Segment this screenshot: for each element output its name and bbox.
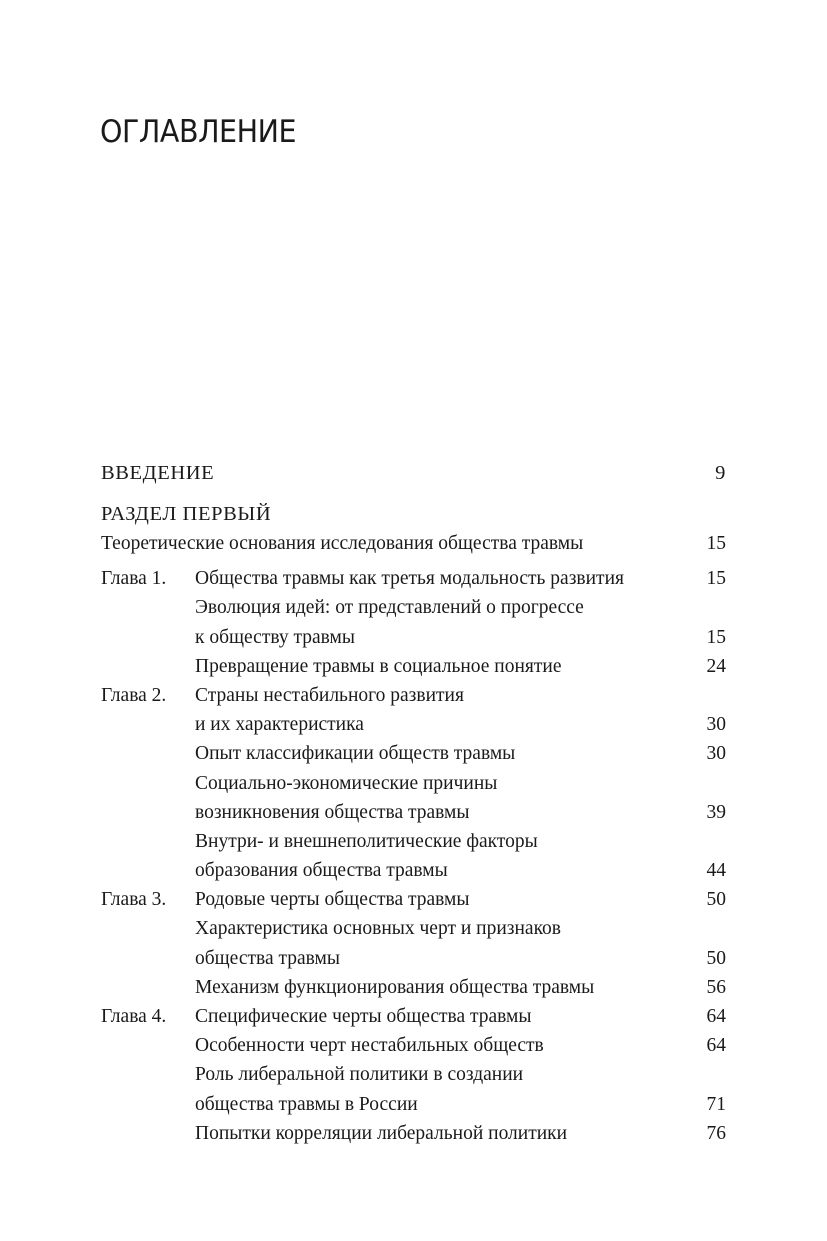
toc-line bbox=[101, 973, 726, 1002]
entry-text: Эволюция идей: от представлений о прогрессе bbox=[195, 597, 584, 619]
introduction-page: 9 bbox=[715, 462, 726, 484]
chapter-label: Глава 1. bbox=[101, 568, 167, 590]
entry-text: Характеристика основных черт и признаков bbox=[195, 918, 562, 940]
entry-text: общества травмы bbox=[195, 947, 340, 969]
entry-text: Страны нестабильного развития bbox=[195, 684, 464, 706]
chapter-label: Глава 4. bbox=[101, 1006, 167, 1027]
toc-line bbox=[101, 1031, 726, 1060]
page-title: ОГЛАВЛЕНИЕ bbox=[100, 114, 297, 150]
entry-page: 30 bbox=[706, 714, 726, 736]
entry-page: 71 bbox=[706, 1093, 726, 1115]
entry-page: 44 bbox=[706, 860, 726, 882]
toc-line bbox=[101, 944, 726, 973]
toc-line bbox=[101, 1090, 726, 1119]
chapter-label: Глава 2. bbox=[101, 684, 167, 706]
chapter-label: Глава 3. bbox=[101, 889, 167, 911]
entry-text: Социально-экономические причины bbox=[195, 772, 498, 794]
toc-line bbox=[101, 798, 726, 827]
toc-line bbox=[101, 769, 726, 798]
toc-line bbox=[101, 827, 726, 856]
section-subtitle: Теоретические основания исследования общества травмы bbox=[101, 533, 584, 554]
toc-line bbox=[101, 681, 726, 710]
section-label: РАЗДЕЛ ПЕРВЫЙ bbox=[101, 503, 272, 525]
entry-page: 30 bbox=[706, 743, 726, 765]
entry-page: 39 bbox=[706, 801, 726, 823]
entry-page: 56 bbox=[706, 976, 726, 998]
entry-text: общества травмы в России bbox=[195, 1093, 418, 1115]
toc-line bbox=[101, 593, 726, 622]
entry-text: и их характеристика bbox=[195, 714, 364, 736]
entry-text: к обществу травмы bbox=[195, 626, 355, 648]
toc-line bbox=[101, 856, 726, 885]
introduction-label: ВВЕДЕНИЕ bbox=[101, 462, 215, 484]
toc-line bbox=[101, 710, 726, 739]
entry-text: образования общества травмы bbox=[195, 860, 448, 882]
entry-text: возникновения общества травмы bbox=[195, 801, 470, 823]
entry-text: Попытки корреляции либеральной политики bbox=[195, 1122, 568, 1144]
entry-text: Родовые черты общества травмы bbox=[195, 889, 470, 911]
toc-line bbox=[101, 652, 726, 681]
entry-text: Общества травмы как третья модальность развития bbox=[195, 568, 624, 590]
toc-line bbox=[101, 623, 726, 652]
entry-page: 15 bbox=[706, 568, 726, 590]
toc-line bbox=[101, 1060, 726, 1089]
entry-text: Особенности черт нестабильных обществ bbox=[195, 1035, 544, 1057]
entry-page: 24 bbox=[706, 655, 726, 677]
toc-line bbox=[101, 914, 726, 943]
entry-text: Роль либеральной политики в создании bbox=[195, 1064, 524, 1086]
entry-page: 15 bbox=[706, 626, 726, 648]
entry-text: Опыт классификации обществ травмы bbox=[195, 743, 516, 765]
entry-page: 64 bbox=[706, 1006, 726, 1027]
entry-text: Превращение травмы в социальное понятие bbox=[195, 655, 562, 677]
toc-line bbox=[101, 1119, 726, 1148]
toc-line bbox=[101, 1002, 726, 1031]
toc-line bbox=[101, 885, 726, 914]
entry-page: 64 bbox=[706, 1035, 726, 1057]
toc-introduction bbox=[101, 458, 726, 488]
entry-text: Внутри- и внешнеполитические факторы bbox=[195, 830, 538, 852]
entry-text: Специфические черты общества травмы bbox=[195, 1006, 532, 1027]
toc-entries bbox=[101, 564, 726, 1148]
section-page: 15 bbox=[706, 533, 726, 554]
section-subtitle-row bbox=[101, 529, 726, 558]
entry-page: 50 bbox=[706, 889, 726, 911]
table-of-contents bbox=[101, 458, 726, 1148]
entry-text: Механизм функционирования общества травмы bbox=[195, 976, 595, 998]
entry-page: 76 bbox=[706, 1122, 726, 1144]
entry-page: 50 bbox=[706, 947, 726, 969]
toc-line bbox=[101, 564, 726, 593]
toc-line bbox=[101, 739, 726, 768]
